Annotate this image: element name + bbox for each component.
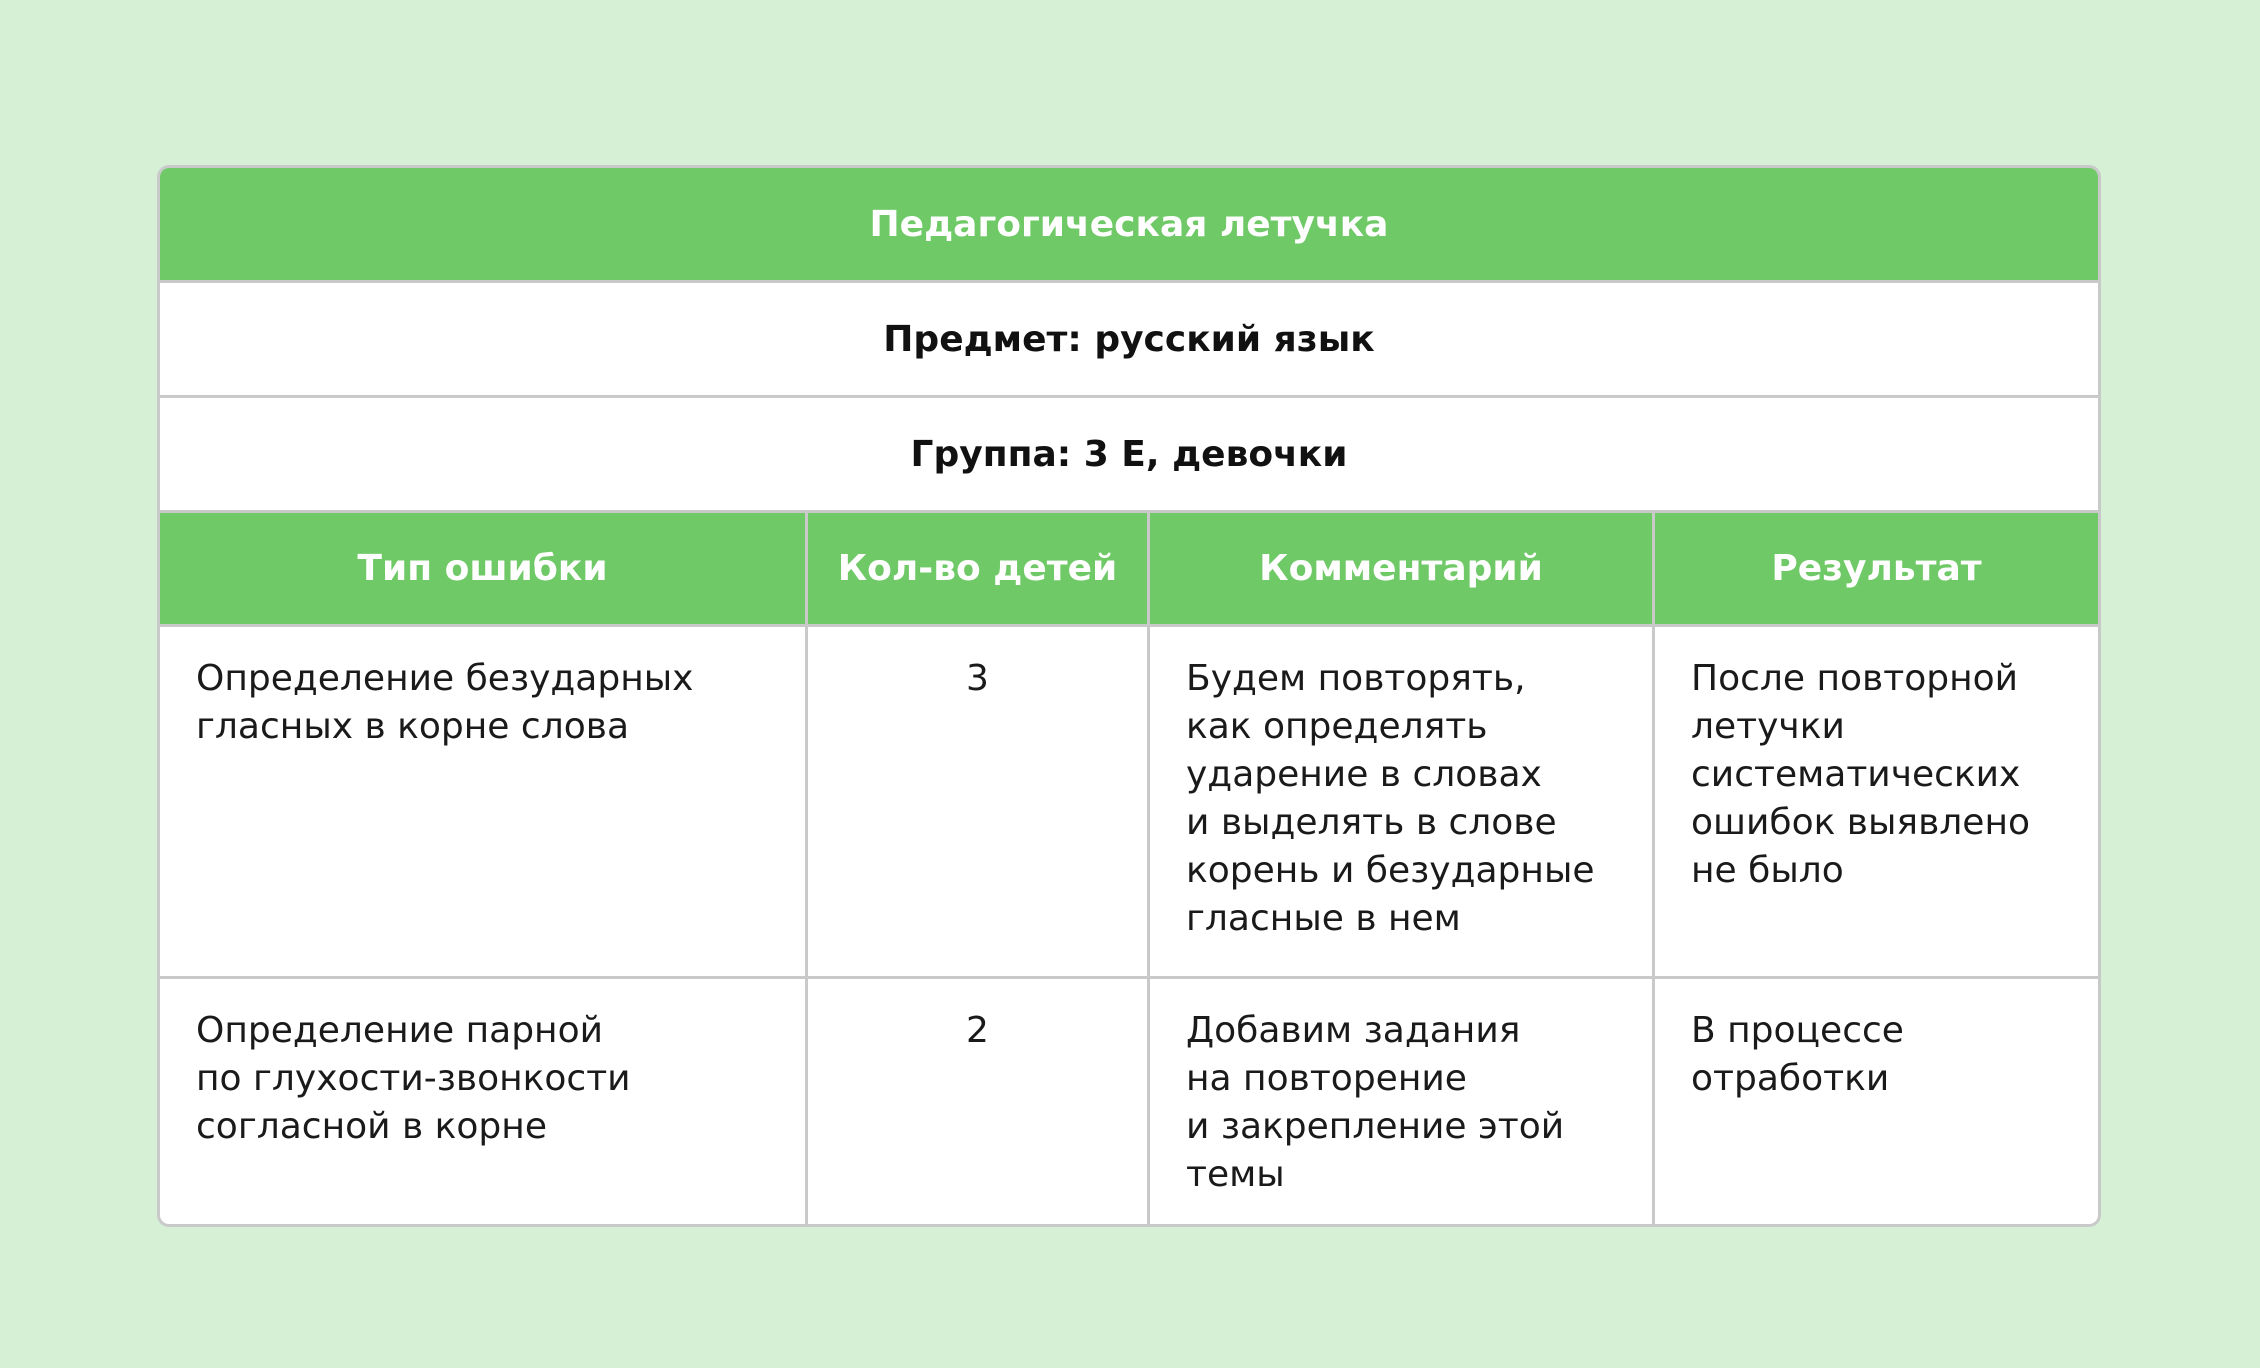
table-card <box>157 165 2101 1227</box>
cell-result: После повторной летучки систематических ошибок выявлено не было <box>1691 658 2031 891</box>
cell-error-type: Определение парной по глухости-звонкости согласной в корне <box>160 979 808 1227</box>
cell-children-count: 3 <box>808 627 1150 976</box>
header-error-type: Тип ошибки <box>160 513 808 624</box>
table-row <box>160 627 2098 979</box>
header-children-count: Кол-во детей <box>808 513 1150 624</box>
subject-row: Предмет: русский язык <box>160 283 2098 398</box>
table-title: Педагогическая летучка <box>160 168 2098 283</box>
cell-comment: Добавим задания на повторение и закрепление этой темы <box>1150 979 1655 1227</box>
header-result: Результат <box>1771 548 1982 589</box>
group-row: Группа: 3 Е, девочки <box>160 398 2098 513</box>
table-row <box>160 979 2098 1227</box>
cell-children-count: 2 <box>808 979 1150 1227</box>
cell-comment: Будем повторять, как определять ударение в словах и выделять в слове корень и безударные гласные в нем <box>1150 627 1655 976</box>
cell-result: В процессе отработки <box>1691 1010 1904 1099</box>
column-header-row <box>160 513 2098 627</box>
header-comment: Комментарий <box>1150 513 1655 624</box>
cell-error-type: Определение безударных гласных в корне слова <box>160 627 808 976</box>
